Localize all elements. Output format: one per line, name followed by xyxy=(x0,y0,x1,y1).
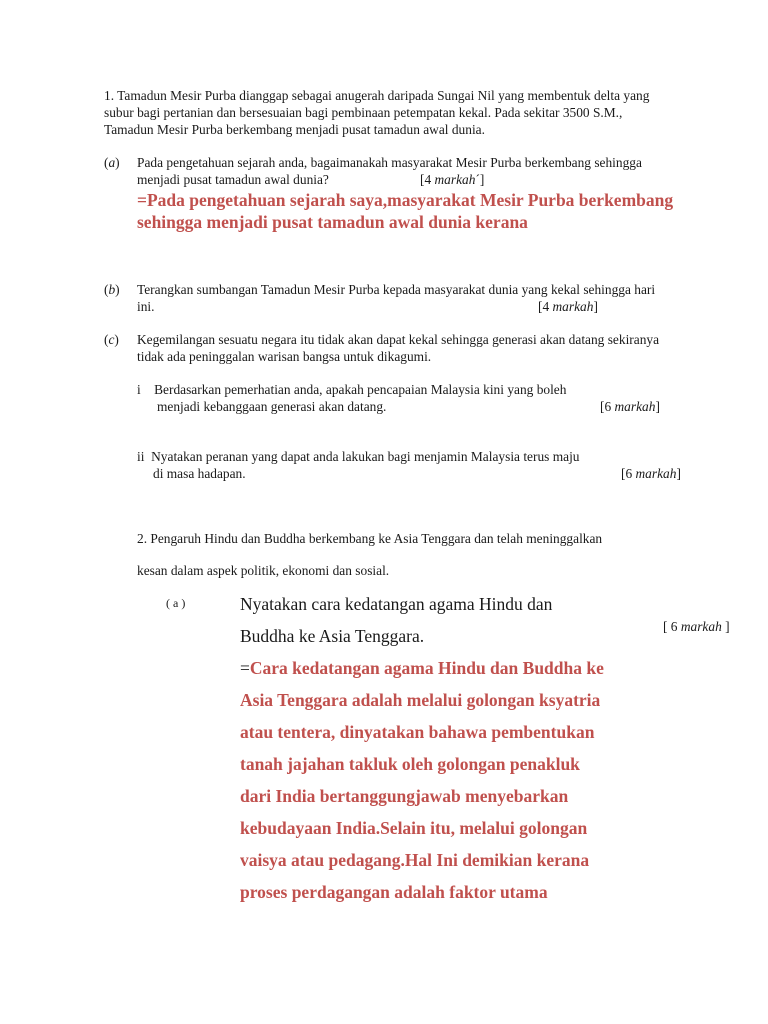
q1-intro-line-1: 1. Tamadun Mesir Purba dianggap sebagai anugerah daripada Sungai Nil yang membentuk delta yang xyxy=(104,88,650,103)
q2a-answer-line-3: atau tentera, dinyatakan bahawa pembentukan xyxy=(240,722,595,742)
q2a-marks: [ 6 markah ] xyxy=(663,619,730,634)
q2a-line-2: Buddha ke Asia Tenggara. xyxy=(240,626,425,646)
q2a-answer-line-6: kebudayaan India.Selain itu, melalui golongan xyxy=(240,818,588,838)
q1a-line-2: menjadi pusat tamadun awal dunia? xyxy=(137,172,329,187)
q2a-label: ( a ) xyxy=(166,596,186,610)
q1c-i-line-1: i Berdasarkan pemerhatian anda, apakah pencapaian Malaysia kini yang boleh xyxy=(137,382,567,397)
q1c-ii-line-1: ii Nyatakan peranan yang dapat anda lakukan bagi menjamin Malaysia terus maju xyxy=(137,449,580,464)
q2-intro-line-1: 2. Pengaruh Hindu dan Buddha berkembang ke Asia Tenggara dan telah meninggalkan xyxy=(137,531,603,546)
q1c-ii-line-2: di masa hadapan. xyxy=(153,466,246,481)
q2-intro-line-2: kesan dalam aspek politik, ekonomi dan sosial. xyxy=(137,563,390,578)
q1-intro-line-2: subur bagi pertanian dan bersesuaian bagi pembinaan petempatan kekal. Pada sekitar 3500 S.M., xyxy=(104,105,623,120)
q2a-answer-line-8: proses perdagangan adalah faktor utama xyxy=(240,882,548,902)
q1b-label: (b) xyxy=(104,282,120,297)
q1a-answer-line-1: =Pada pengetahuan sejarah saya,masyarakat Mesir Purba berkembang xyxy=(137,190,674,210)
q2a-answer-line-1: =Cara kedatangan agama Hindu dan Buddha ke xyxy=(240,658,604,678)
q1b-marks: [4 markah] xyxy=(538,299,598,314)
q1c-line-1: Kegemilangan sesuatu negara itu tidak akan dapat kekal sehingga generasi akan datang sekiranya xyxy=(137,332,660,347)
q2a-answer-line-4: tanah jajahan takluk oleh golongan penakluk xyxy=(240,754,580,774)
q2a-line-1: Nyatakan cara kedatangan agama Hindu dan xyxy=(240,594,553,614)
q1c-ii-marks: [6 markah] xyxy=(621,466,681,481)
q1a-line-1: Pada pengetahuan sejarah anda, bagaimanakah masyarakat Mesir Purba berkembang sehingga xyxy=(137,155,642,170)
q1c-i-marks: [6 markah] xyxy=(600,399,660,414)
q2a-answer-line-2: Asia Tenggara adalah melalui golongan ksyatria xyxy=(240,690,601,710)
q2a-answer-line-7: vaisya atau pedagang.Hal Ini demikian kerana xyxy=(240,850,590,870)
q2a-answer-line-5: dari India bertanggungjawab menyebarkan xyxy=(240,786,569,806)
q1c-label: (c) xyxy=(104,332,119,347)
q1a-marks: [4 markah´] xyxy=(420,172,485,187)
q1c-line-2: tidak ada peninggalan warisan bangsa untuk dikagumi. xyxy=(137,349,432,364)
q1c-i-line-2: menjadi kebanggaan generasi akan datang. xyxy=(157,399,387,414)
q1-intro-line-3: Tamadun Mesir Purba berkembang menjadi pusat tamadun awal dunia. xyxy=(104,122,485,137)
q1a-answer-line-2: sehingga menjadi pusat tamadun awal dunia kerana xyxy=(137,212,528,232)
q1a-label: (a) xyxy=(104,155,120,170)
q1b-line-1: Terangkan sumbangan Tamadun Mesir Purba kepada masyarakat dunia yang kekal sehingga hari xyxy=(137,282,656,297)
q1b-line-2: ini. xyxy=(137,299,155,314)
